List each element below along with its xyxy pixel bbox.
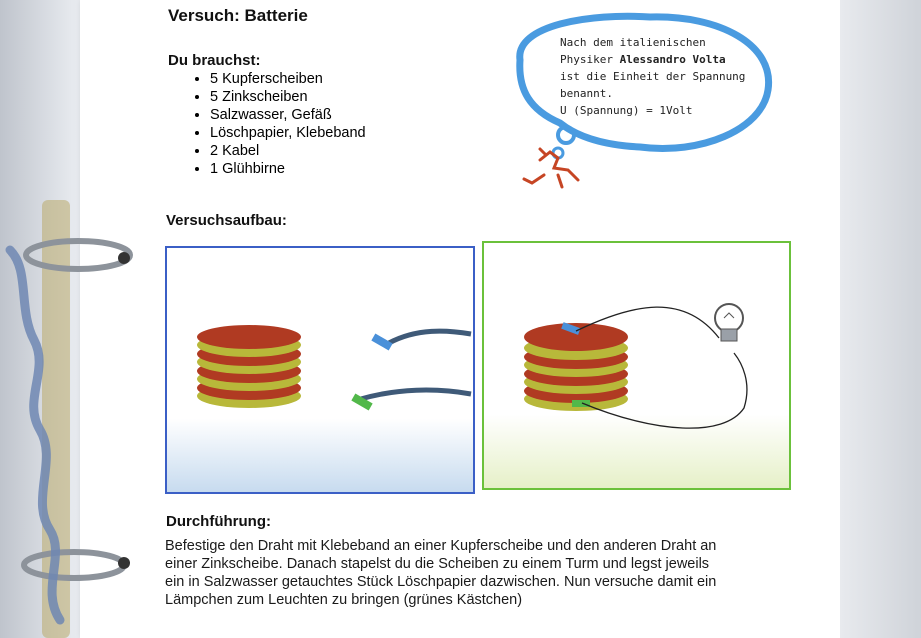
procedure-line: einer Zinkscheibe. Danach stapelst du die Scheiben zu einem Turm und legst jeweils [165,556,710,572]
disc-stack [524,323,628,411]
bubble-text [560,34,770,119]
wire-top [389,331,471,343]
binder-ring-bottom [24,552,124,578]
list-item: • 5 Zinkscheiben [210,88,366,106]
bubble-name: Alessandro Volta [619,53,726,66]
wire-bottom [357,390,471,400]
procedure-line: Befestige den Draht mit Klebeband an einer Kupferscheibe und den anderen Draht an [165,538,717,554]
bubble-line: ist die Einheit der Spannung [560,70,746,83]
page-title: Versuch: Batterie [168,6,308,25]
procedure-line: Lämpchen zum Leuchten zu bringen (grünes Kästchen) [165,592,523,608]
procedure-text [165,537,805,609]
list-item: • 2 Kabel [210,142,366,160]
setup-heading: Versuchsaufbau: [166,212,287,229]
green-tape [572,400,590,407]
list-item: • 1 Glühbirne [210,160,366,178]
page-edge [840,0,921,638]
binder-ring-top [26,241,130,269]
ring-hole-bottom [118,557,130,569]
procedure-heading: Durchführung: [166,513,271,530]
binder-rings [0,0,160,638]
battery-stack-green [484,243,789,488]
bubble-line-2 [560,51,770,68]
materials-heading: Du brauchst: [168,52,261,69]
materials-list [186,70,366,178]
list-item: • Löschpapier, Klebeband [210,124,366,142]
bubble-line: Nach dem italienischen [560,36,706,49]
bubble-line: U (Spannung) = 1Volt [560,104,693,117]
disc-stack [197,325,301,408]
running-figure-icon [524,149,578,187]
copper-disc [197,325,301,349]
ring-hole-top [118,252,130,264]
procedure-line: ein in Salzwasser getauchtes Stück Löschpapier dazwischen. Nun versuche damit ein [165,574,717,590]
lightbulb-icon [715,304,743,341]
battery-stack-blue [167,248,473,492]
list-item: • Salzwasser, Gefäß [210,106,366,124]
bubble-line-prefix: Physiker [560,53,620,66]
list-item: • 5 Kupferscheiben [210,70,366,88]
bubble-line: benannt. [560,87,613,100]
blue-tape [371,334,392,351]
